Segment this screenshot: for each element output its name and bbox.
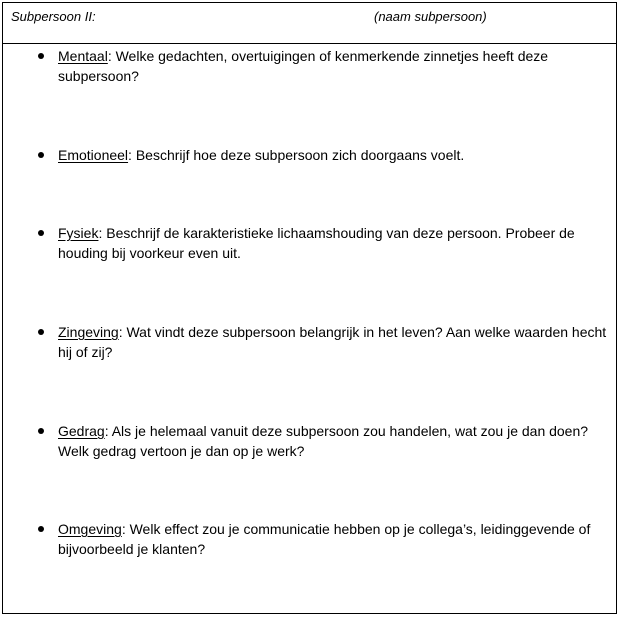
item-text bbox=[58, 322, 613, 362]
item-description: : Als je helemaal vanuit deze subpersoon zou handelen, wat zou je dan doen? Welk gedrag vertoon je dan op je werk? bbox=[58, 423, 589, 459]
item-text bbox=[58, 46, 613, 86]
bullet-icon bbox=[37, 322, 45, 342]
item-term: Omgeving bbox=[58, 521, 122, 537]
item-term: Emotioneel bbox=[58, 147, 129, 163]
bullet-icon bbox=[37, 46, 45, 66]
item-text bbox=[58, 145, 613, 165]
item-description: : Welke gedachten, overtuigingen of kenmerkende zinnetjes heeft deze subpersoon? bbox=[58, 48, 549, 84]
item-description: : Welk effect zou je communicatie hebben op je collega’s, leidinggevende of bijvoorbeeld je klanten? bbox=[58, 521, 591, 557]
item-text bbox=[58, 421, 613, 461]
bullet-icon bbox=[37, 223, 45, 243]
bullet-icon bbox=[37, 421, 45, 441]
bullet-icon bbox=[37, 519, 45, 539]
item-description: : Beschrijf de karakteristieke lichaamshouding van deze persoon. Probeer de houding bij voorkeur even uit. bbox=[58, 225, 575, 261]
item-description: : Beschrijf hoe deze subpersoon zich doorgaans voelt. bbox=[128, 147, 465, 163]
subpersona-name-placeholder: (naam subpersoon) bbox=[374, 9, 487, 24]
header-row bbox=[3, 3, 616, 44]
item-term: Zingeving bbox=[58, 324, 119, 340]
item-description: : Wat vindt deze subpersoon belangrijk in het leven? Aan welke waarden hecht hij of zij? bbox=[58, 324, 607, 360]
item-term: Mentaal bbox=[58, 48, 108, 64]
worksheet-table bbox=[2, 2, 617, 614]
item-term: Fysiek bbox=[58, 225, 99, 241]
bullet-icon bbox=[37, 145, 45, 165]
item-term: Gedrag bbox=[58, 423, 105, 439]
item-text bbox=[58, 223, 613, 263]
subpersona-label: Subpersoon II: bbox=[11, 9, 96, 24]
item-text bbox=[58, 519, 613, 559]
